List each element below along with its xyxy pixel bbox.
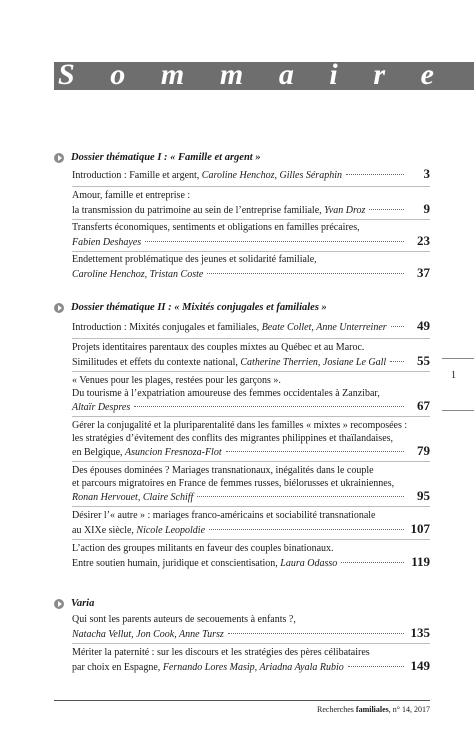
page-number: 67 <box>417 398 430 413</box>
divider <box>72 371 430 372</box>
title-letter: m <box>160 58 185 91</box>
page-number: 107 <box>410 520 430 536</box>
toc-entry[interactable]: L’action des groupes militants en faveur des couples binationaux. Entre soutien humain, juridique et conscientisation, Laura Odasso 119 <box>72 543 430 569</box>
section-heading-2: Dossier thématique II : « Mixités conjugales et familiales » <box>54 302 327 313</box>
toc-entry[interactable]: « Venues pour les plages, restées pour les garçons ». Du tourisme à l’expatriation amoureuse des femmes occidentales à Zanzibar, Altaïr Despres 67 <box>72 375 430 413</box>
title-letter: e <box>420 58 434 91</box>
page-number: 23 <box>417 232 430 248</box>
divider <box>72 338 430 339</box>
page-number: 55 <box>417 352 430 368</box>
page-number: 135 <box>410 624 430 640</box>
divider <box>72 186 430 187</box>
page-number: 149 <box>410 657 430 673</box>
side-page-number: 1 <box>451 370 456 381</box>
page-number: 95 <box>417 488 430 503</box>
toc-entry[interactable]: Introduction : Mixités conjugales et familiales, Beate Collet, Anne Unterreiner 49 <box>72 318 430 333</box>
title-letter: i <box>329 58 338 91</box>
toc-entry[interactable]: Gérer la conjugalité et la pluriparentalité dans les familles « mixtes » recomposées : les stratégies d’évitement des conflits des migrantes philippines et thaïlandaises, en Belgique, Asuncion Fresnoza-Flot 79 <box>72 420 430 458</box>
title-letter: a <box>278 58 294 91</box>
page-number: 9 <box>423 200 430 216</box>
divider <box>72 539 430 540</box>
footer-rule <box>54 700 430 701</box>
toc-entry[interactable]: Qui sont les parents auteurs de secouements à enfants ?, Natacha Vellut, Jon Cook, Anne Tursz 135 <box>72 614 430 640</box>
side-rule-bottom <box>442 410 474 411</box>
divider <box>72 219 430 220</box>
page-number: 3 <box>423 166 430 181</box>
play-bullet-icon <box>54 599 64 609</box>
divider <box>72 643 430 644</box>
divider <box>72 251 430 252</box>
page-title <box>54 58 438 92</box>
page-number: 119 <box>411 553 430 569</box>
play-bullet-icon <box>54 153 64 163</box>
page-number: 49 <box>417 318 430 333</box>
toc-entry[interactable]: Amour, famille et entreprise : la transmission du patrimoine au sein de l’entreprise familiale, Yvan Droz 9 <box>72 190 430 216</box>
title-letter: o <box>110 58 126 91</box>
toc-entry[interactable]: Endettement problématique des jeunes et solidarité familiale, Caroline Henchoz, Tristan Coste 37 <box>72 254 430 280</box>
title-letter: m <box>219 58 244 91</box>
divider <box>72 416 430 417</box>
side-rule-top <box>442 358 474 359</box>
toc-entry[interactable]: Transferts économiques, sentiments et obligations en familles précaires, Fabien Deshayes 23 <box>72 222 430 248</box>
page-number: 37 <box>417 264 430 280</box>
toc-entry[interactable]: Mériter la paternité : sur les discours et les stratégies des pères célibataires par choix en Espagne, Fernando Lores Masip, Ariadna Ayala Rubio 149 <box>72 647 430 673</box>
toc-entry[interactable]: Projets identitaires parentaux des couples mixtes au Québec et au Maroc. Similitudes et effets du contexte national, Catherine Therrien, Josiane Le Gall 55 <box>72 342 430 368</box>
toc-entry[interactable]: Introduction : Famille et argent, Caroline Henchoz, Gilles Séraphin 3 <box>72 166 430 181</box>
divider <box>72 461 430 462</box>
toc-entry[interactable]: Des épouses dominées ? Mariages transnationaux, inégalités dans le couple et parcours migratoires en France de femmes russes, biélorusses et ukrainiennes, Ronan Hervouet, Claire Schiff 95 <box>72 465 430 503</box>
divider <box>72 506 430 507</box>
section-heading-3: Varia <box>54 598 94 609</box>
title-letter: S <box>58 58 75 91</box>
section-heading-1: Dossier thématique I : « Famille et argent » <box>54 152 261 163</box>
play-bullet-icon <box>54 303 64 313</box>
footer: Recherches familiales, n° 14, 2017 <box>317 705 430 714</box>
page-number: 79 <box>417 443 430 458</box>
toc-entry[interactable]: Désirer l’« autre » : mariages franco-américains et sociabilité transnationale au XIXe siècle, Nicole Leopoldie 107 <box>72 510 430 536</box>
title-letter: r <box>373 58 386 91</box>
